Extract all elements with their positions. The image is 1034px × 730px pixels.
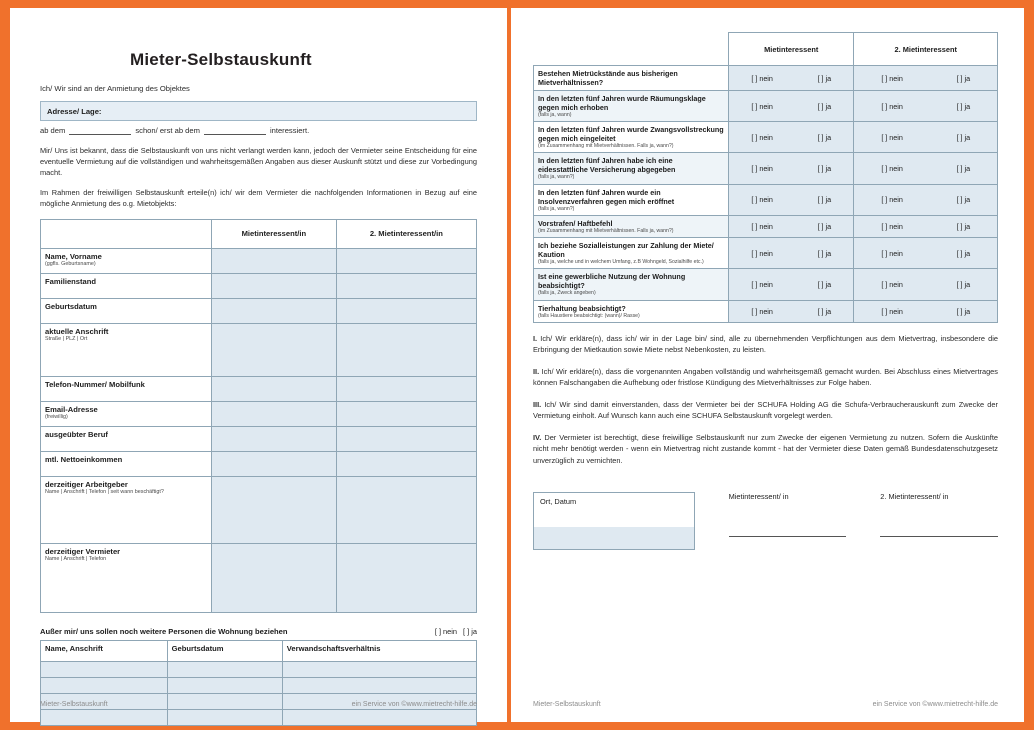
applicant-table-header-2: 2. Mietinteressent/in (336, 219, 476, 248)
persons-input-3-2[interactable] (282, 709, 476, 725)
document-page (10, 8, 1024, 722)
row-input-8-0[interactable] (212, 476, 337, 543)
answer-ja[interactable]: [ ] ja (956, 306, 971, 316)
signature-2 (880, 492, 998, 537)
persons-header-0: Name, Anschrift (41, 640, 168, 661)
answer-ja[interactable]: [ ] ja (956, 73, 971, 83)
ab-dem-input[interactable] (69, 125, 131, 135)
ab-dem-label: ab dem (40, 126, 66, 135)
questions-table (533, 32, 998, 323)
answer-ja[interactable]: [ ] ja (956, 280, 971, 290)
table-row (41, 376, 477, 401)
persons-row (41, 661, 477, 677)
persons-row (41, 709, 477, 725)
persons-input-0-2[interactable] (282, 661, 476, 677)
answer-nein[interactable]: [ ] nein (881, 73, 903, 83)
row-input-5-0[interactable] (212, 401, 337, 426)
question-row (534, 269, 998, 300)
question-answer-7-1[interactable] (854, 269, 998, 300)
applicant-table-header-1: Mietinteressent/in (212, 219, 337, 248)
page-title: Mieter-Selbstauskunft (130, 50, 312, 69)
question-answer-3-0[interactable] (729, 153, 854, 184)
row-input-9-0[interactable] (212, 543, 337, 612)
answer-ja[interactable]: [ ] ja (956, 248, 971, 258)
answer-ja[interactable]: [ ] ja (817, 222, 832, 232)
signature-1-line[interactable] (729, 535, 847, 537)
right-footer (533, 701, 998, 708)
persons-input-3-1[interactable] (167, 709, 282, 725)
left-footer-right: ein Service von ©www.mietrecht-hilfe.de (351, 701, 477, 708)
question-answer-0-1[interactable] (854, 66, 998, 91)
left-page (10, 8, 507, 722)
persons-row (41, 677, 477, 693)
question-label-5: Vorstrafen/ Haftbefehl (im Zusammenhang mit Mietverhältnissen. Falls ja, wann?) (534, 215, 729, 237)
additional-persons-ja[interactable]: [ ] ja (463, 626, 477, 636)
row-input-0-1[interactable] (336, 248, 476, 273)
row-label-5: Email-Adresse (freiwillig) (41, 401, 212, 426)
question-row (534, 300, 998, 322)
table-row (41, 401, 477, 426)
table-row (41, 248, 477, 273)
answer-nein[interactable]: [ ] nein (751, 195, 773, 205)
schon-erst-input[interactable] (204, 125, 266, 135)
table-row (41, 451, 477, 476)
question-row (534, 91, 998, 122)
question-row (534, 184, 998, 215)
question-answer-2-0[interactable] (729, 122, 854, 153)
legal-paragraph-0: I. Ich/ Wir erkläre(n), dass ich/ wir in der Lage bin/ sind, alle zu übernehmenden Verpflichtungen aus dem Mietvertrag, insbesondere die Erbringung der Mietkaution sowie Miete nebst Nebenkosten, zu leisten. (533, 333, 998, 355)
row-input-4-1[interactable] (336, 376, 476, 401)
right-footer-left: Mieter-Selbstauskunft (533, 701, 601, 708)
answer-ja[interactable]: [ ] ja (817, 195, 832, 205)
answer-nein[interactable]: [ ] nein (881, 195, 903, 205)
row-input-3-0[interactable] (212, 323, 337, 376)
answer-nein[interactable]: [ ] nein (751, 222, 773, 232)
date-row (40, 125, 477, 135)
question-label-1: In den letzten fünf Jahren wurde Räumungsklage gegen mich erhoben (falls ja, wann) (534, 91, 729, 122)
row-input-4-0[interactable] (212, 376, 337, 401)
additional-persons-label: Außer mir/ uns sollen noch weitere Personen die Wohnung beziehen (40, 626, 288, 636)
row-input-9-1[interactable] (336, 543, 476, 612)
row-label-1: Familienstand (41, 273, 212, 298)
table-row (41, 323, 477, 376)
question-answer-4-1[interactable] (854, 184, 998, 215)
questions-header-1: Mietinteressent (729, 33, 854, 66)
row-label-2: Geburtsdatum (41, 298, 212, 323)
row-label-3: aktuelle Anschrift Straße | PLZ | Ort (41, 323, 212, 376)
question-answer-2-1[interactable] (854, 122, 998, 153)
questions-header-2: 2. Mietinteressent (854, 33, 998, 66)
question-label-2: In den letzten fünf Jahren wurde Zwangsvollstreckung gegen mich eingeleitet (im Zusammenhang mit Mietverhältnissen. Falls ja, wann?) (534, 122, 729, 153)
question-label-6: Ich beziehe Sozialleistungen zur Zahlung der Miete/ Kaution (falls ja, welche und in welchem Umfang, z.B Wohngeld, Sozialhilfe etc.) (534, 238, 729, 269)
row-input-5-1[interactable] (336, 401, 476, 426)
answer-nein[interactable]: [ ] nein (881, 164, 903, 174)
persons-input-3-0[interactable] (41, 709, 168, 725)
question-label-3: In den letzten fünf Jahren habe ich eine eidesstattliche Versicherung abgegeben (falls ja, wann?) (534, 153, 729, 184)
row-input-8-1[interactable] (336, 476, 476, 543)
question-row (534, 66, 998, 91)
row-input-1-0[interactable] (212, 273, 337, 298)
answer-nein[interactable]: [ ] nein (751, 164, 773, 174)
schon-erst-label: schon/ erst ab dem (135, 126, 200, 135)
address-label: Adresse/ Lage: (47, 106, 102, 116)
table-row (41, 273, 477, 298)
answer-ja[interactable]: [ ] ja (817, 306, 832, 316)
question-answer-0-0[interactable] (729, 66, 854, 91)
row-input-3-1[interactable] (336, 323, 476, 376)
signature-1-label: Mietinteressent/ in (728, 492, 789, 502)
address-field[interactable] (40, 101, 477, 121)
persons-header-row (41, 640, 477, 661)
left-footer (40, 701, 477, 708)
signature-2-line[interactable] (880, 535, 998, 537)
applicant-table (40, 219, 477, 613)
question-answer-6-1[interactable] (854, 238, 998, 269)
answer-nein[interactable]: [ ] nein (881, 222, 903, 232)
persons-input-1-0[interactable] (41, 677, 168, 693)
row-input-7-0[interactable] (212, 451, 337, 476)
answer-nein[interactable]: [ ] nein (881, 132, 903, 142)
answer-ja[interactable]: [ ] ja (817, 164, 832, 174)
table-row (41, 298, 477, 323)
row-input-7-1[interactable] (336, 451, 476, 476)
persons-input-0-0[interactable] (41, 661, 168, 677)
question-row (534, 238, 998, 269)
question-row (534, 215, 998, 237)
answer-nein[interactable]: [ ] nein (881, 306, 903, 316)
persons-input-0-1[interactable] (167, 661, 282, 677)
answer-nein[interactable]: [ ] nein (751, 248, 773, 258)
answer-ja[interactable]: [ ] ja (956, 164, 971, 174)
answer-nein[interactable]: [ ] nein (881, 101, 903, 111)
right-page (511, 8, 1024, 722)
persons-input-1-1[interactable] (167, 677, 282, 693)
question-row (534, 122, 998, 153)
right-footer-right: ein Service von ©www.mietrecht-hilfe.de (872, 701, 998, 708)
ort-datum-field[interactable] (533, 492, 695, 550)
ort-datum-input[interactable] (534, 527, 694, 549)
paragraph-2: Im Rahmen der freiwilligen Selbstauskunft erteile(n) ich/ wir dem Vermieter die nachfolgenden Informationen in Bezug auf eine mögliche Anmietung des o.g. Mietobjekts: (40, 188, 477, 209)
row-label-0: Name, Vorname (ggfls. Geburtsname) (41, 248, 212, 273)
answer-nein[interactable]: [ ] nein (751, 280, 773, 290)
question-answer-8-0[interactable] (729, 300, 854, 322)
row-label-8: derzeitiger Arbeitgeber Name | Anschrift | Telefon | seit wann beschäftigt? (41, 476, 212, 543)
answer-ja[interactable]: [ ] ja (956, 101, 971, 111)
row-label-9: derzeitiger Vermieter Name | Anschrift | Telefon (41, 543, 212, 612)
answer-ja[interactable]: [ ] ja (817, 132, 832, 142)
question-answer-8-1[interactable] (854, 300, 998, 322)
persons-header-1: Geburtsdatum (167, 640, 282, 661)
row-label-4: Telefon-Nummer/ Mobilfunk (41, 376, 212, 401)
persons-header-2: Verwandschaftsverhältnis (282, 640, 476, 661)
row-input-6-0[interactable] (212, 426, 337, 451)
question-answer-3-1[interactable] (854, 153, 998, 184)
ort-datum-label: Ort, Datum (540, 497, 577, 507)
questions-header-row (534, 33, 998, 66)
row-input-0-0[interactable] (212, 248, 337, 273)
answer-ja[interactable]: [ ] ja (956, 222, 971, 232)
signature-1 (729, 492, 847, 537)
answer-nein[interactable]: [ ] nein (881, 280, 903, 290)
interessiert-label: interessiert. (269, 126, 310, 135)
row-label-7: mtl. Nettoeinkommen (41, 451, 212, 476)
legal-text-block (533, 333, 998, 466)
signature-area (533, 492, 998, 550)
question-answer-5-0[interactable] (729, 215, 854, 237)
question-answer-1-1[interactable] (854, 91, 998, 122)
answer-ja[interactable]: [ ] ja (817, 280, 832, 290)
row-input-2-0[interactable] (212, 298, 337, 323)
signature-2-label: 2. Mietinteressent/ in (880, 492, 949, 502)
additional-persons-nein[interactable]: [ ] nein (434, 626, 458, 636)
additional-persons-question (40, 627, 477, 636)
answer-ja[interactable]: [ ] ja (817, 101, 832, 111)
answer-nein[interactable]: [ ] nein (881, 248, 903, 258)
answer-ja[interactable]: [ ] ja (956, 195, 971, 205)
answer-ja[interactable]: [ ] ja (956, 132, 971, 142)
legal-paragraph-1: II. Ich/ Wir erkläre(n), dass die vorgenannten Angaben vollständig und wahrheitsgemäß gemacht wurden. Bei Abschluss eines Mietvertrages können Falschangaben die Aufhebung oder fristlose Kündigung des Mietverhältnisses zur Folge haben. (533, 366, 998, 388)
paragraph-1: Mir/ Uns ist bekannt, dass die Selbstauskunft von uns nicht verlangt werden kann, jedoch der Vermieter seine Entscheidung für eine eventuelle Vermietung auf die vollständigen und wahrheitsgemäßen Angaben aus dieser Auskunft stützt und diese zur Vorbedingung macht. (40, 146, 477, 178)
question-label-8: Tierhaltung beabsichtigt? (falls Haustiere beabsichtigt: (wann)/ Rasse) (534, 300, 729, 322)
questions-header-0 (534, 33, 729, 66)
question-answer-5-1[interactable] (854, 215, 998, 237)
answer-nein[interactable]: [ ] nein (751, 73, 773, 83)
table-header-row (41, 219, 477, 248)
row-input-2-1[interactable] (336, 298, 476, 323)
row-input-1-1[interactable] (336, 273, 476, 298)
answer-ja[interactable]: [ ] ja (817, 248, 832, 258)
question-answer-6-0[interactable] (729, 238, 854, 269)
table-row (41, 426, 477, 451)
table-row (41, 476, 477, 543)
question-label-0: Bestehen Mietrückstände aus bisherigen Mietverhältnissen? (534, 66, 729, 91)
applicant-table-header-0 (41, 219, 212, 248)
intro-text: Ich/ Wir sind an der Anmietung des Objektes (40, 84, 190, 93)
table-row (41, 543, 477, 612)
row-label-6: ausgeübter Beruf (41, 426, 212, 451)
question-answer-4-0[interactable] (729, 184, 854, 215)
answer-nein[interactable]: [ ] nein (751, 101, 773, 111)
question-label-7: Ist eine gewerbliche Nutzung der Wohnung beabsichtigt? (falls ja, Zweck angeben) (534, 269, 729, 300)
legal-paragraph-2: III. Ich/ Wir sind damit einverstanden, dass der Vermieter bei der SCHUFA Holding AG die Schufa-Verbraucherauskunft zum Zwecke der Vermietung einholt. Auf Wunsch kann auch eine SCHUFA Selbstauskunft vorgelegt werden. (533, 399, 998, 421)
left-footer-left: Mieter-Selbstauskunft (40, 701, 108, 708)
row-input-6-1[interactable] (336, 426, 476, 451)
answer-nein[interactable]: [ ] nein (751, 132, 773, 142)
answer-ja[interactable]: [ ] ja (817, 73, 832, 83)
question-answer-7-0[interactable] (729, 269, 854, 300)
answer-nein[interactable]: [ ] nein (751, 306, 773, 316)
persons-input-1-2[interactable] (282, 677, 476, 693)
additional-persons-table (40, 640, 477, 726)
legal-paragraph-3: IV. Der Vermieter ist berechtigt, diese freiwillige Selbstauskunft nur zum Zwecke der eigenen Vermietung zu nutzen. Sofern die Auskünfte nicht mehr benötigt werden - wenn ein Mietvertrag nicht zustande kommt - hat der Vermieter diese Daten gemäß Bundesdatenschutzgesetz unverzüglich zu vernichten. (533, 432, 998, 465)
question-answer-1-0[interactable] (729, 91, 854, 122)
question-row (534, 153, 998, 184)
question-label-4: In den letzten fünf Jahren wurde ein Insolvenzverfahren gegen mich eröffnet (falls ja, wann?) (534, 184, 729, 215)
